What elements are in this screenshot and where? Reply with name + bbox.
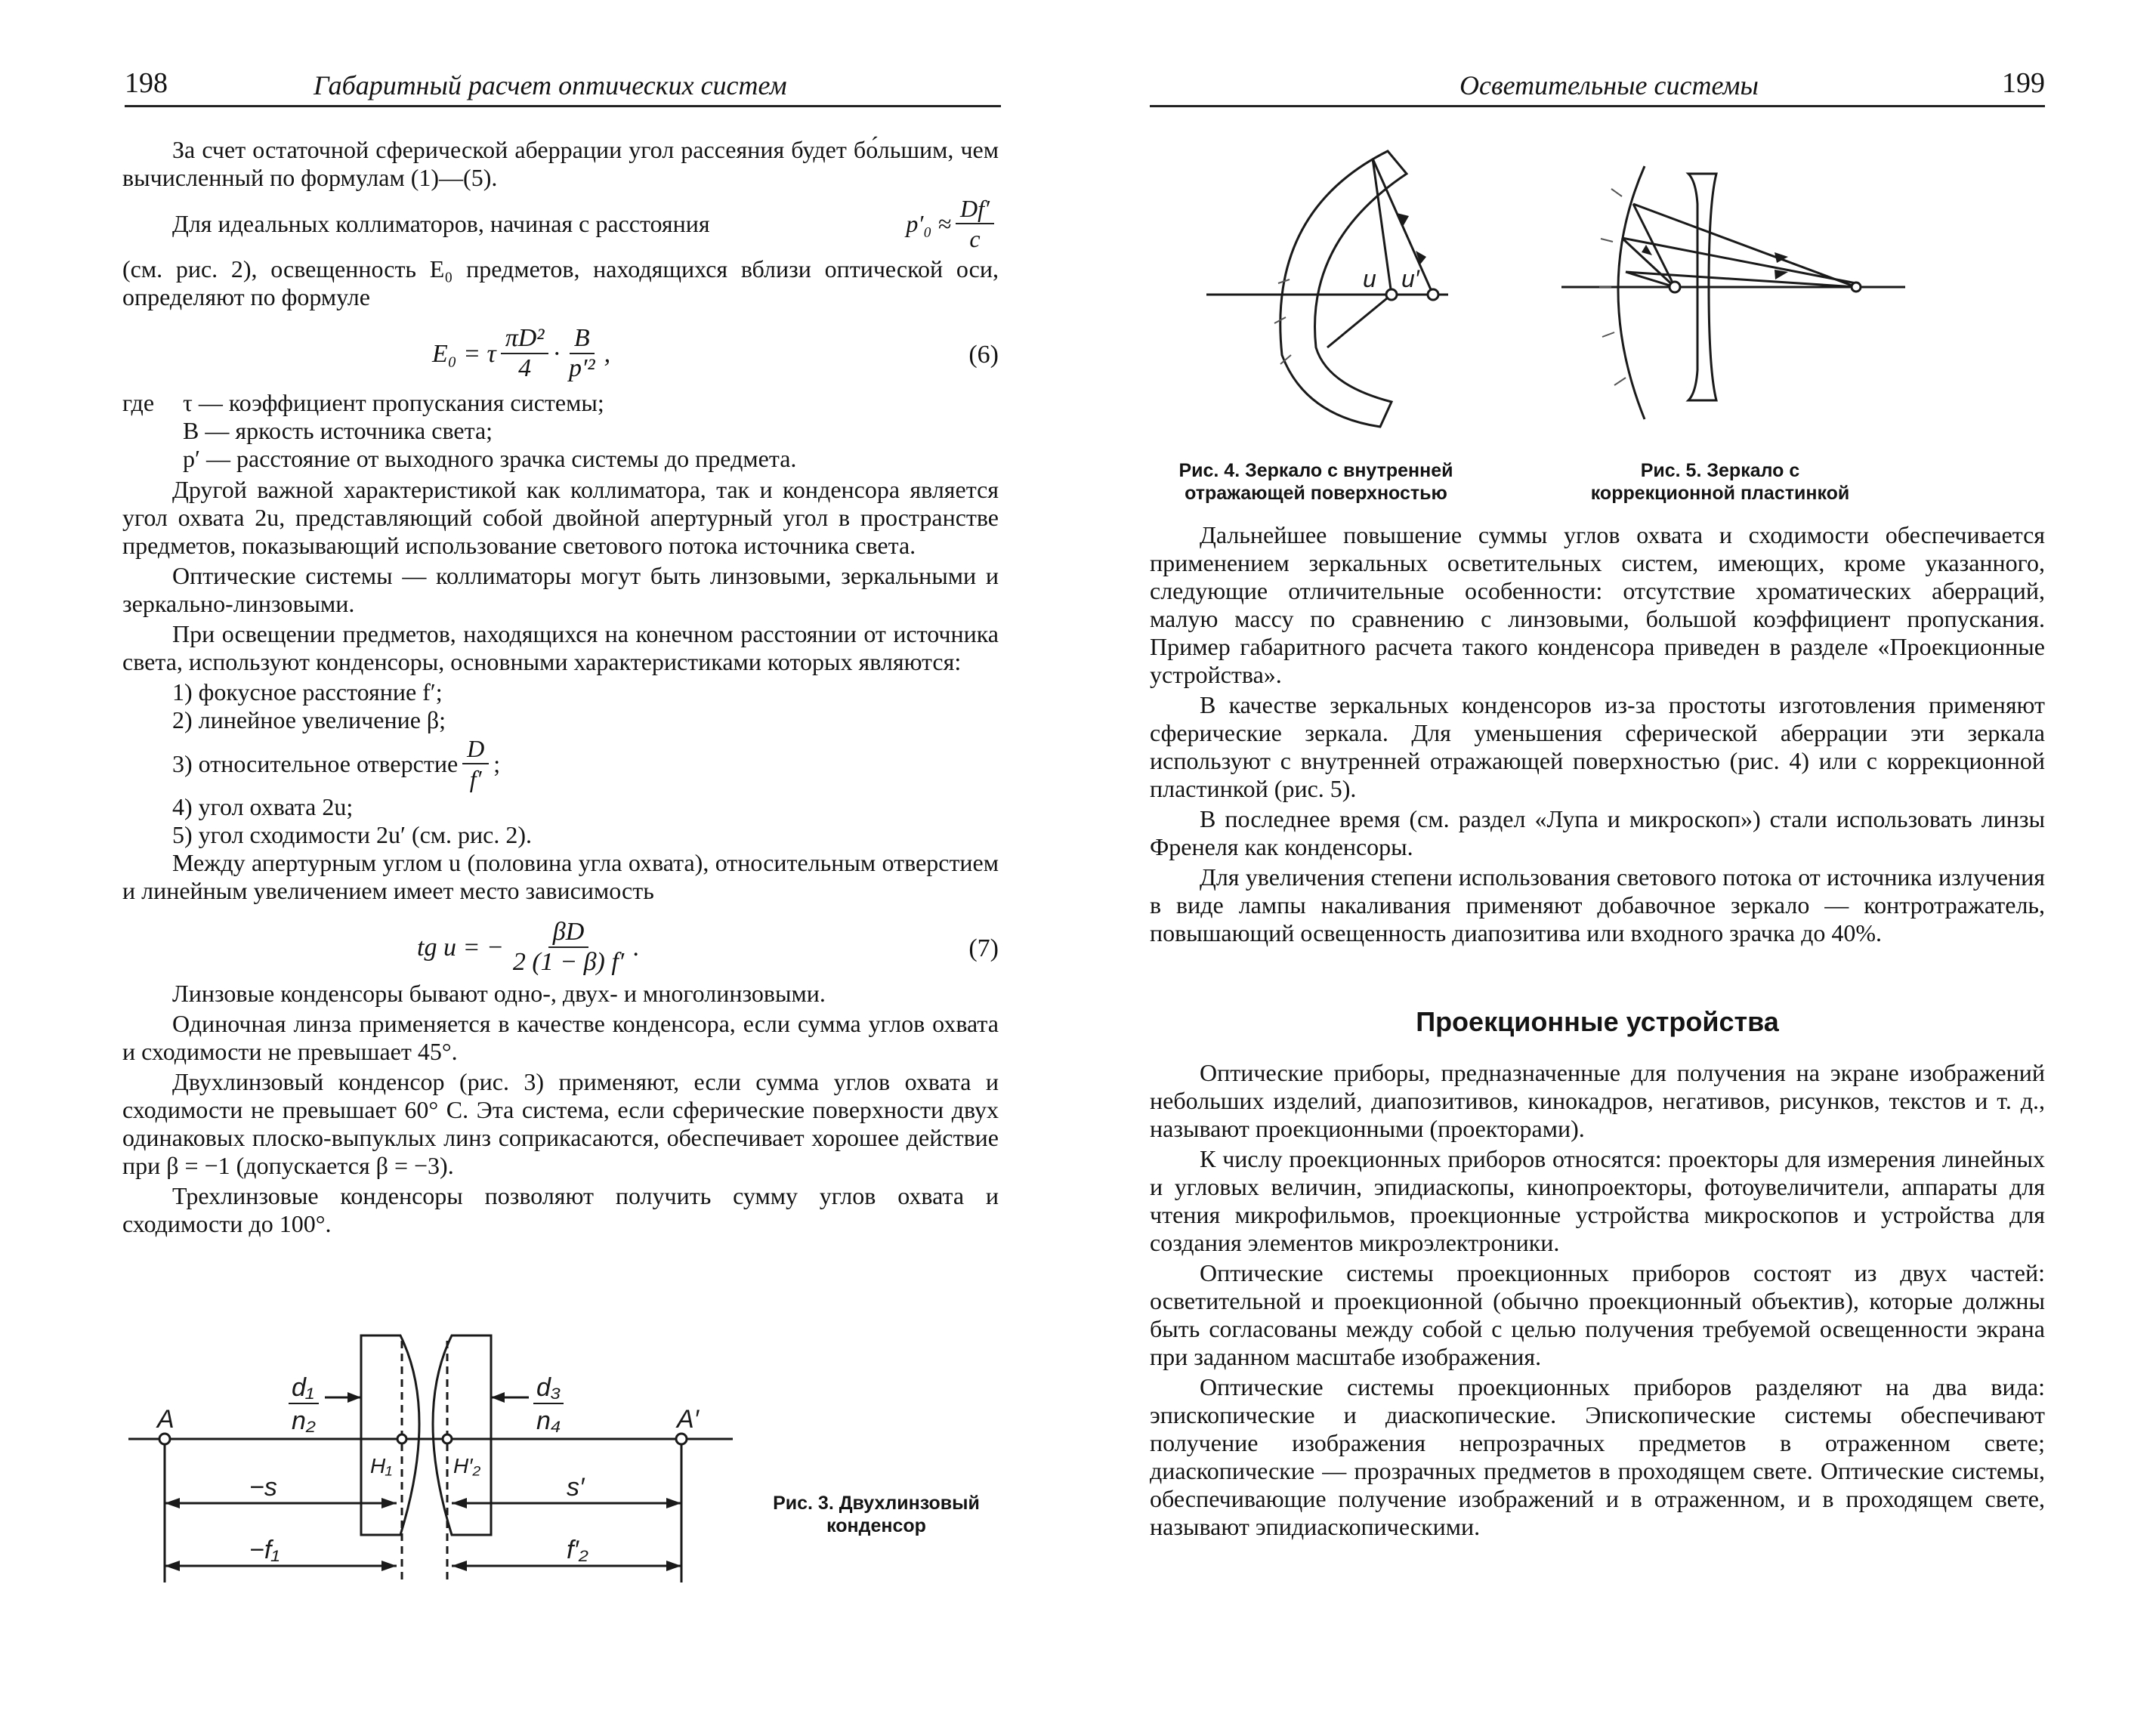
list-item: 4) угол охвата 2u; [172,793,354,820]
equation-number: (7) [968,934,999,962]
spherical-mirror [1618,166,1645,419]
section-heading: Проекционные устройства [1416,1006,1779,1037]
label-d3: d₃ [536,1373,561,1402]
formula-7: tg u = − $\frac{\beta D}{2 (1 - \beta) f'}$ . (7) [417,918,999,976]
paragraph: В качестве зеркальных конденсоров из-за простоты изготовления применяют сферические зеркала. Для уменьшения сферической аберрации эти зеркала используют с внутренней отражающей поверхностью (рис. 4) или с коррекционной пластинкой (рис. 5). [1150,691,2045,802]
label-u-prime: u′ [1401,265,1419,292]
definitions-list [122,389,999,473]
label-minus-s: −s [249,1473,277,1502]
label-s-prime: s′ [567,1473,585,1502]
fraction: $\frac{\beta D}{2 (1 - \beta) f'}$ [512,918,625,976]
paragraph: Оптические системы проекционных приборов разделяют на два вида: эпископические и диаскопические. Эпископические системы обеспечивают получение изображения непрозрачных предметов в отраженном свете; диаскопические — прозрачных предметов в проходящем свете. Оптические системы, обеспечивающие получение изображений и в отраженном, и в проходящем свете, называют эпидиаскопическими. [1150,1373,2045,1540]
image-point [1428,289,1438,300]
paragraph: Оптические приборы, предназначенные для получения на экране изображений небольших изделий, диапозитивов, кинокадров, негативов, рисунков, текстов и т. д., называют проекционными (проекторами). [1150,1059,2045,1142]
figure-3-caption: Рис. 3. Двухлинзовый конденсор [773,1493,980,1536]
running-title: Габаритный расчет оптических систем [314,70,787,100]
paragraph: К числу проекционных приборов относятся: проекторы для измерения линейных и угловых величин, эпидиаскопы, кинопроекторы, фотоувеличители, аппараты для чтения микрофильмов, проекционные устройства микроскопов и устройства для создания элементов микроэлектроники. [1150,1145,2045,1256]
p2-expression: p′₀ ≈ [906,209,951,237]
paragraph: Одиночная линза применяется в качестве конденсора, если сумма углов охвата и сходимости не превышает 45°. [122,1010,999,1065]
figure-5-diagram [1561,159,1924,431]
fraction: $\frac{D}{f'}$ [462,734,489,793]
list-item: 5) угол сходимости 2u′ (см. рис. 2). [172,821,533,848]
right-page-header [1150,59,2045,103]
left-text-block [122,136,999,1240]
label-u: u [1363,265,1376,292]
page-number: 198 [125,67,168,99]
point-a-marker [159,1434,170,1444]
label-n2: n₂ [292,1406,316,1435]
definition: B — яркость источника света; [183,417,493,444]
paragraph: Для идеальных коллиматоров, начиная с расстояния p′₀ ≈ $\frac{Df'}{c}$ [122,194,999,253]
fraction: $\frac{B}{\text{p′²}}$ [568,324,595,382]
running-title: Осветительные системы [1459,70,1759,100]
focus-point [1852,283,1861,292]
label-n4: n₄ [536,1406,561,1435]
point-a-prime-marker [676,1434,687,1444]
label-h1: H₁ [370,1454,393,1477]
paragraph: За счет остаточной сферической аберрации угол рассеяния будет бо́льшим, чем вычисленный по формулам (1)—(5). [122,136,999,191]
paragraph: (см. рис. 2), освещенность E₀ предметов, находящихся вблизи оптической оси, определяют по формуле [122,255,999,310]
paragraph: Оптические системы проекционных приборов состоят из двух частей: осветительной и проекционной (обычно проекционный объектив), которые должны быть согласованы между собой с целью получения требуемой освещенности экрана при заданном масштабе изображения. [1150,1259,2045,1370]
label-f2-prime: f′₂ [567,1536,588,1564]
principal-point-h1 [397,1434,406,1443]
paragraph: В последнее время (см. раздел «Лупа и микроскоп») стали использовать линзы Френеля как конденсоры. [1150,805,2045,860]
paragraph: Дальнейшее повышение суммы углов охвата и сходимости обеспечивается применением зеркальных осветительных систем, имеющих, кроме указанного, следующие отличительные особенности: отсутствие хроматических аберраций, малую массу по сравнению с линзовыми, большой коэффициент пропускания. Пример габаритного расчета такого конденсора приведен в разделе «Проекционные устройства». [1150,521,2045,688]
list-item: 1) фокусное расстояние f′; [172,678,443,706]
left-page-header [125,59,1001,103]
fraction: $\frac{Df'}{c}$ [956,194,994,253]
paragraph: Между апертурным углом u (половина угла охвата), относительным отверстием и линейным увеличением имеет место зависимость [122,849,999,904]
right-page [1078,0,2156,1726]
label-a-prime: A′ [677,1405,700,1434]
label-h2: H′₂ [453,1454,481,1477]
where-label: где [122,389,155,416]
paragraph: При освещении предметов, находящихся на конечном расстоянии от источника света, используют конденсоры, основными характеристиками которых являются: [122,620,999,675]
figure-5-caption: Рис. 5. Зеркало с коррекционной пластинкой [1590,460,1850,504]
label-minus-f1: −f₁ [249,1536,280,1564]
label-d1: d₁ [292,1373,314,1402]
principal-point-h2 [443,1434,452,1443]
right-text-block-bottom [1150,1059,2045,1543]
paragraph: Оптические системы — коллиматоры могут быть линзовыми, зеркальными и зеркально-линзовыми. [122,562,999,617]
source-point [1670,282,1680,292]
list-item: 2) линейное увеличение β; [172,706,446,733]
definition: p′ — расстояние от выходного зрачка системы до предмета. [183,445,797,472]
header-rule [1150,105,2045,107]
paragraph: Трехлинзовые конденсоры позволяют получить сумму углов охвата и сходимости до 100°. [122,1182,999,1237]
page-number: 199 [2002,67,2045,99]
characteristics-list [122,678,999,849]
figure-3-diagram [121,1322,740,1601]
equation-number: (6) [968,341,999,369]
header-rule [125,105,1001,107]
right-text-block-top [1150,521,2045,949]
figure-4-caption: Рис. 4. Зеркало с внутренней отражающей поверхностью [1178,460,1453,504]
fraction: $\frac{\text{πD²}}{4}$ [501,324,549,383]
paragraph: Другой важной характеристикой как коллиматора, так и конденсора является угол охвата 2u, представляющий собой двойной апертурный угол в пространстве предметов, показывающий использование светового потока источника света. [122,476,999,559]
paragraph: Двухлинзовый конденсор (рис. 3) применяют, если сумма углов охвата и сходимости не превышает 60° С. Эта система, если сферические поверхности двух одинаковых плоско-выпуклых линз соприкасаются, обеспечивает хорошее действие при β = −1 (допускается β = −3). [122,1068,999,1179]
figure-4-diagram [1206,128,1524,461]
list-item: 3) относительное отверстие $\frac{D}{f'}$ ; [172,735,501,792]
formula-6: E₀ = τ $\frac{\text{πD²}}{4}$ · $\frac{B}{\text{p′²}}$ , (6) [432,324,999,382]
source-point [1386,289,1397,300]
paragraph: Линзовые конденсоры бывают одно-, двух- и многолинзовыми. [172,980,826,1007]
label-a: A [157,1405,175,1434]
paragraph: Для увеличения степени использования светового потока от источника излучения в виде лампы накаливания применяют добавочное зеркало — контротражатель, повышающий освещенность диапозитива или входного зрачка до 40%. [1150,863,2045,946]
definition: τ — коэффициент пропускания системы; [183,389,604,416]
